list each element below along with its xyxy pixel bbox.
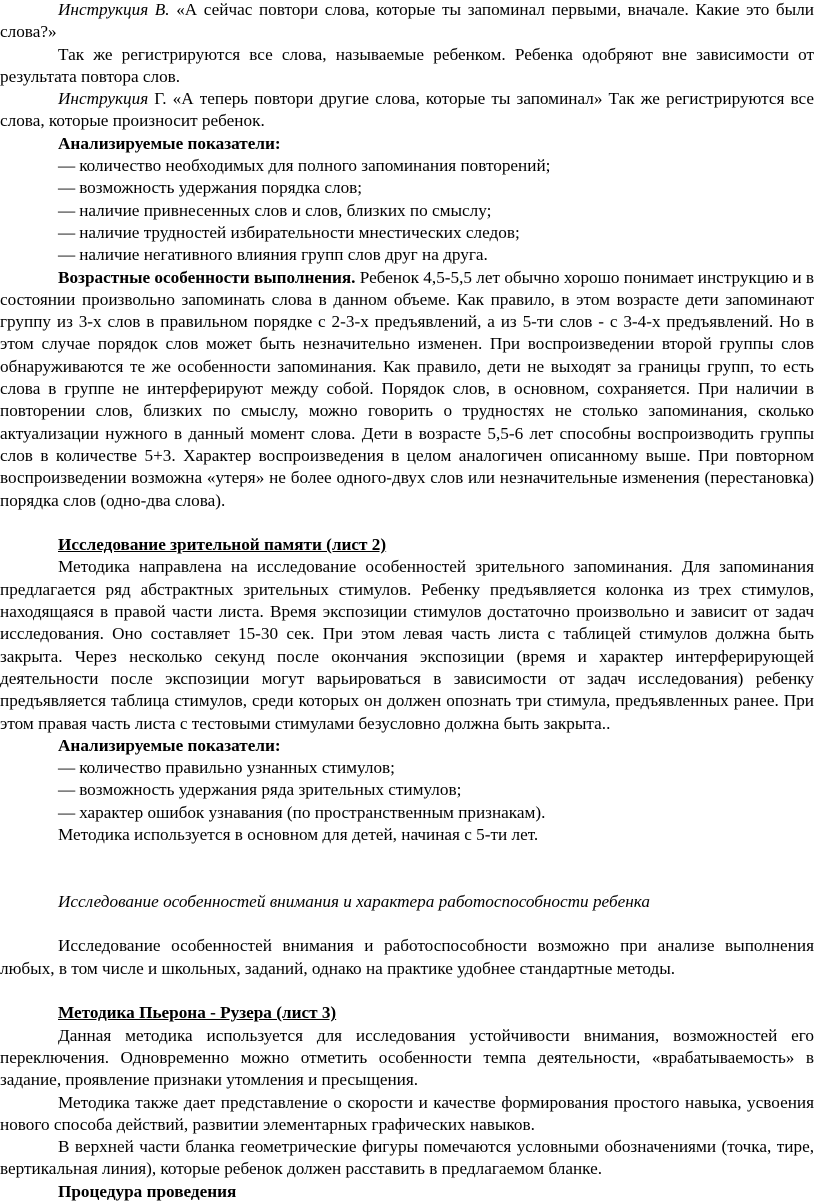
list-item-text: наличие привнесенных слов и слов, близких по смыслу; [79, 200, 492, 220]
indicators-heading-text: Анализируемые показатели: [58, 735, 281, 755]
age-features-text: Ребенок 4,5-5,5 лет обычно хорошо понимает инструкцию и в состоянии произвольно запоминать слова в данном объеме. Как правило, в этом возрасте дети запоминают группу из 3-х слов в правильном порядке с 2-3-х предъявлений, а из 5-ти слов - с 3-4-х предъявлений. Но в этом случае порядок слов может быть незначительно изменен. При воспроизведении второй группы слов обнаруживаются те же особенности запоминания. Как правило, дети не выходят за границы групп, то есть слова в группе не интерферируют между собой. Порядок слов, в основном, сохраняется. При наличии в повторении слов, близких по смыслу, можно говорить о трудностях не столько запоминания, сколько актуализации нужного в данный момент слова. Дети в возрасте 5,5-6 лет способны воспроизводить группы слов в количестве 5+3. Характер воспроизведения в целом аналогичен описанному выше. При повторном воспроизведении возможна «утеря» не более одного-двух слов или незначительные изменения (перестановка) порядка слов (одно-два слова). [0, 267, 814, 510]
pieron-heading-text: Методика Пьерона - Рузера (лист 3) [58, 1003, 337, 1023]
spacer [0, 913, 814, 935]
age-features-heading: Возрастные особенности выполнения. [58, 267, 356, 287]
list-item [0, 155, 814, 177]
instruction-v [0, 0, 814, 44]
dash-bullet: — [58, 758, 76, 778]
list-item [0, 779, 814, 801]
visual-memory-heading-text: Исследование зрительной памяти (лист 2) [58, 535, 387, 555]
pieron-heading [0, 1002, 814, 1024]
pieron-paragraph-1: Данная методика используется для исследования устойчивости внимания, возможностей его переключения. Одновременно можно отметить особенности темпа деятельности, «врабатываемость» в задание, проявление признаки утомления и пресыщения. [0, 1025, 814, 1090]
list-item-text: количество правильно узнанных стимулов; [79, 758, 395, 778]
list-item [0, 802, 814, 824]
list-item [0, 200, 814, 222]
attention-text: Исследование особенностей внимания и работоспособности возможно при анализе выполнения любых, в том числе и школьных, заданий, однако на практике удобнее стандартные методы. [0, 936, 814, 978]
age-note: Методика используется в основном для детей, начиная с 5-ти лет. [58, 824, 539, 844]
dash-bullet: — [58, 200, 76, 220]
instruction-v-label: Инструкция В. [58, 0, 170, 19]
age-features-paragraph [0, 267, 814, 512]
dash-bullet: — [58, 178, 76, 198]
pieron-paragraph-3: В верхней части бланка геометрические фигуры помечаются условными обозначениями (точка, тире, вертикальная линия), которые ребенок должен расставить в предлагаемом бланке. [0, 1137, 814, 1179]
spacer [0, 512, 814, 534]
dash-bullet: — [58, 156, 76, 176]
visual-memory-text: Методика направлена на исследование особенностей зрительного запоминания. Для запоминания предлагается ряд абстрактных зрительных стимулов. Ребенку предъявляется колонка из трех стимулов, находящаяся в правой части листа. Время экспозиции стимулов достаточно произвольно и зависит от задач исследования. Оно составляет 15-30 сек. При этом левая часть листа с таблицей стимулов должна быть закрыта. Через несколько секунд после окончания экспозиции (время и характер интерферирующей деятельности после экспозиции могут варьироваться в зависимости от задач исследования) ребенку предъявляется таблица стимулов, среди которых он должен опознать три стимула, предъявленных ранее. При этом правая часть листа с тестовыми стимулами безусловно должна быть закрыта.. [0, 557, 814, 733]
list-item [0, 177, 814, 199]
visual-memory-heading [0, 534, 814, 556]
dash-bullet: — [58, 222, 76, 242]
list-item-text: наличие негативного влияния групп слов друг на друга. [79, 245, 488, 265]
list-item [0, 244, 814, 266]
instruction-v-text: «А сейчас повтори слова, которые ты запоминал первыми, вначале. Какие это были слова?» [0, 0, 814, 42]
list-item-text: количество необходимых для полного запоминания повторений; [79, 156, 551, 176]
spacer [0, 980, 814, 1002]
dash-bullet: — [58, 802, 76, 822]
list-item-text: возможность удержания ряда зрительных стимулов; [79, 780, 462, 800]
attention-heading [0, 891, 814, 913]
dash-bullet: — [58, 245, 76, 265]
attention-heading-text: Исследование особенностей внимания и характера работоспособности ребенка [58, 891, 650, 911]
indicators-heading [0, 735, 814, 757]
spacer [0, 846, 814, 891]
dash-bullet: — [58, 780, 76, 800]
list-item [0, 222, 814, 244]
list-item-text: характер ошибок узнавания (по пространственным признакам). [79, 802, 546, 822]
instruction-g-label: Инструкция [58, 89, 149, 109]
list-item [0, 757, 814, 779]
pieron-paragraph-2: Методика также дает представление о скорости и качестве формирования простого навыка, усвоения нового способа действий, развитии элементарных графических навыков. [0, 1092, 814, 1134]
indicators-heading [0, 133, 814, 155]
list-item-text: наличие трудностей избирательности мнестических следов; [79, 222, 520, 242]
paragraph-registration: Так же регистрируются все слова, называемые ребенком. Ребенка одобряют вне зависимости от результата повтора слов. [0, 44, 814, 86]
instruction-g [0, 88, 814, 133]
procedure-heading [0, 1181, 814, 1203]
indicators-heading-text: Анализируемые показатели: [58, 133, 281, 153]
instruction-g-text: Г. «А теперь повтори другие слова, которые ты запоминал» Так же регистрируются все слова, которые произносит ребенок. [0, 89, 814, 131]
procedure-heading-text: Процедура проведения [58, 1181, 237, 1201]
list-item-text: возможность удержания порядка слов; [79, 178, 363, 198]
